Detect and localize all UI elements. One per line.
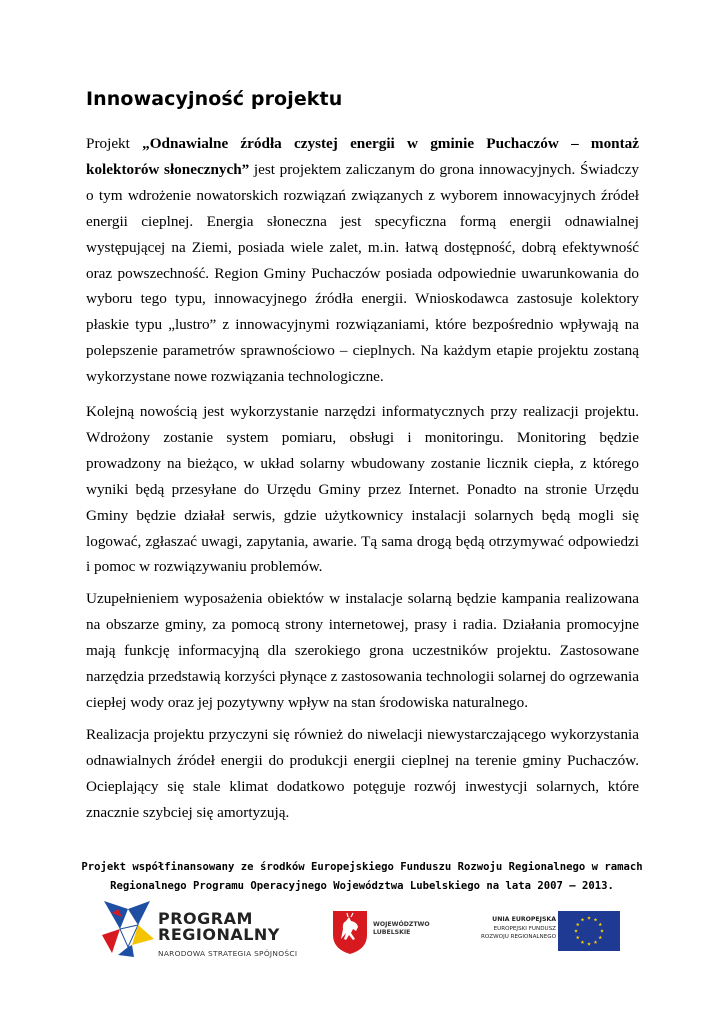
cofinancing-note-line-1: Projekt współfinansowany ze środków Europejskiego Funduszu Rozwoju Regionalnego w ramach: [81, 861, 643, 873]
unia-europejska-text: [462, 916, 556, 942]
program-regionalny-star-icon: [98, 895, 156, 961]
paragraph-1-intro: Projekt: [86, 135, 143, 152]
project-name: „Odnawialne źródła czystej energii w gminie Puchaczów – montaż kolektorów słonecznych”: [86, 135, 639, 178]
wojewodztwo-line-1: WOJEWÓDZTWO: [373, 921, 430, 928]
logo-row: [0, 895, 724, 975]
unia-line-1: UNIA EUROPEJSKA: [492, 916, 556, 923]
page-title: Innowacyjność projektu: [86, 88, 343, 110]
unia-line-2: EUROPEJSKI FUNDUSZ: [493, 925, 556, 932]
unia-line-3: ROZWOJU REGIONALNEGO: [481, 934, 556, 940]
wojewodztwo-text: [373, 921, 430, 937]
program-regionalny-line-2: REGIONALNY: [158, 925, 280, 944]
paragraph-4: Realizacja projektu przyczyni się również do niwelacji niewystarczającego wykorzystania odnawialnych źródeł energii do produkcji energii cieplnej na terenie gminy Puchaczów. Ocieplający się stale klimat dodatkowo potęguje rozwój inwestycji solarnych, które znacznie szybciej się amortyzują.: [86, 726, 639, 821]
cofinancing-note: [40, 858, 684, 896]
paragraph-2: Kolejną nowością jest wykorzystanie narzędzi informatycznych przy realizacji projektu. Wdrożony zostanie system pomiaru, obsługi i monitoringu. Monitoring będzie prowadzony na bieżąco, w układ solarny wbudowany zostanie licznik ciepła, z którego wyniki będą przesyłane do Urzędu Gminy przez Internet. Ponadto na stronie Urzędu Gminy będzie działał serwis, gdzie użytkownicy instalacji solarnych będą mogli się logować, zgłaszać uwagi, zapytania, awarie. Tą sama drogą będą otrzymywać odpowiedzi i pomoc w rozwiązywaniu problemów.: [86, 403, 639, 576]
lubelskie-shield-icon: [331, 909, 369, 955]
eu-flag-icon: [558, 911, 620, 951]
unia-europejska-logo: [462, 911, 622, 955]
cofinancing-note-line-2: Regionalnego Programu Operacyjnego Województwa Lubelskiego na lata 2007 – 2013.: [110, 880, 614, 892]
paragraph-1: [86, 131, 639, 390]
program-regionalny-line-3: NARODOWA STRATEGIA SPÓJNOŚCI: [158, 949, 298, 958]
program-regionalny-text: [158, 911, 297, 958]
program-regionalny-line-1: PROGRAM: [158, 909, 253, 928]
wojewodztwo-line-2: LUBELSKIE: [373, 929, 411, 936]
wojewodztwo-lubelskie-logo: [331, 909, 441, 953]
paragraph-1-rest: jest projektem zaliczanym do grona innowacyjnych. Świadczy o tym wdrożenie nowatorskich rozwiązań związanych z wyborem innowacyjnych źródeł energii cieplnej. Energia słoneczna jest specyficzna formą energii odnawialnej występującej na Ziemi, posiada wiele zalet, m.in. łatwą dostępność, dobrą efektywność oraz powszechność. Region Gminy Puchaczów posiada odpowiednie uwarunkowania do wyboru tego typu, innowacyjnego źródła energii. Wnioskodawca zastosuje kolektory płaskie typu „lustro” z innowacyjnymi rozwiązaniami, które bezpośrednio wpływają na polepszenie parametrów sprawnościowo – cieplnych. Na każdym etapie projektu zostaną wykorzystane nowe rozwiązania technologiczne.: [86, 160, 639, 386]
paragraph-3: Uzupełnieniem wyposażenia obiektów w instalacje solarną będzie kampania realizowana na obszarze gminy, za pomocą strony internetowej, prasy i radia. Działania promocyjne mają funkcję informacyjną dla szerokiego grona uczestników projektu. Zastosowane narzędzia przedstawią korzyści płynące z zastosowania technologii solarnej do ogrzewania ciepłej wody oraz jej pozytywny wpływ na stan środowiska naturalnego.: [86, 590, 639, 711]
program-regionalny-logo: [98, 895, 318, 961]
